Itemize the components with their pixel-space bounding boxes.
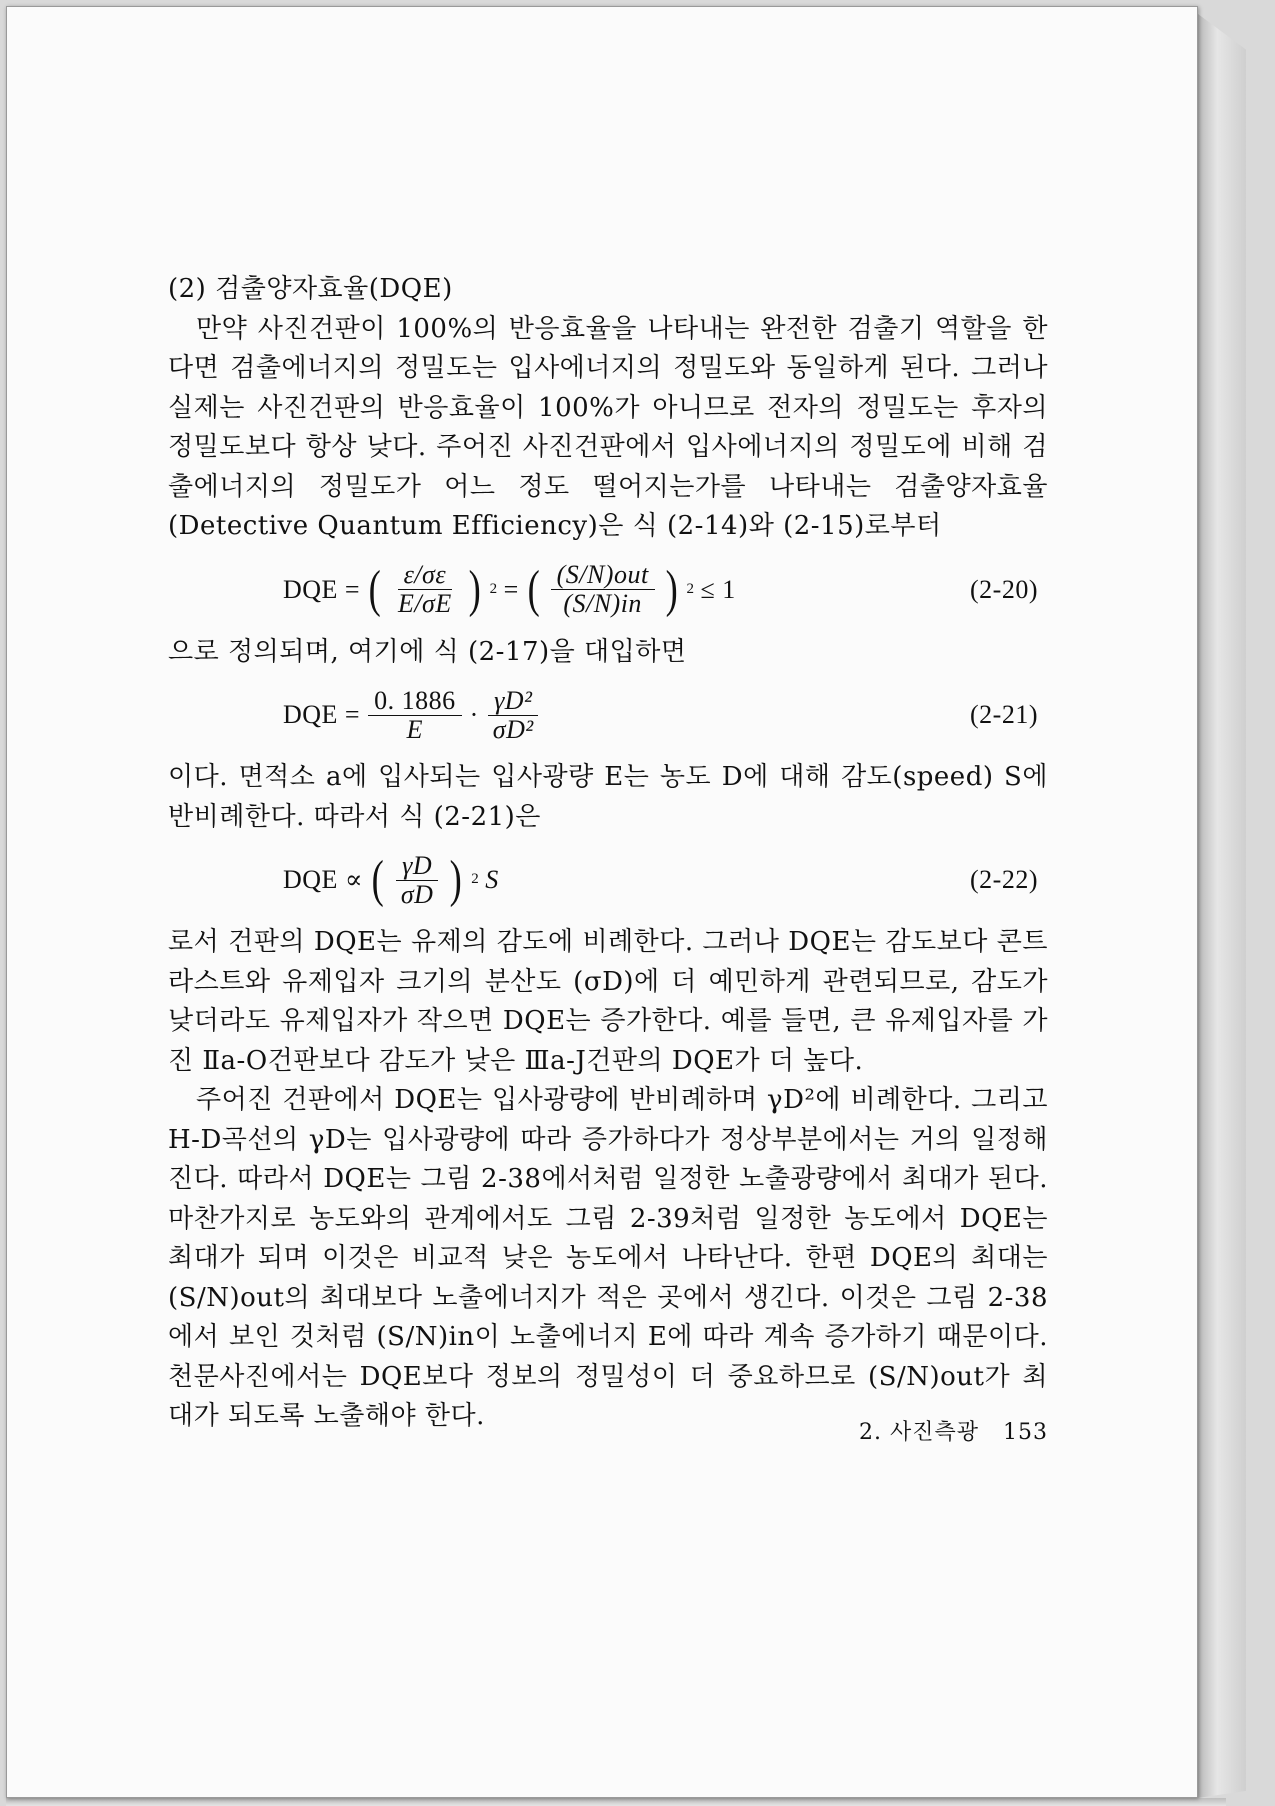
eq22-denominator: σD (400, 879, 434, 909)
paragraph-2: 으로 정의되며, 여기에 식 (2-17)을 대입하면 (168, 636, 687, 667)
page-stack-edge-bottom (6, 1798, 1226, 1806)
eq20-lhs: DQE = (283, 574, 361, 604)
eq22-lhs: DQE ∝ (283, 865, 364, 895)
page-footer (800, 1415, 1048, 1446)
eq21-dot: · (469, 700, 479, 730)
page-content (168, 270, 1048, 1437)
eq20-f2-numerator: (S/N)out (551, 561, 655, 590)
page-number: 153 (1003, 1420, 1048, 1445)
eq21-fraction-1 (368, 687, 462, 744)
eq22-numerator: γD (396, 852, 438, 881)
equation-2-21 (168, 672, 1048, 758)
page-stack-edge-right (1198, 14, 1246, 1798)
eq20-f1-numerator: ε/σε (398, 561, 453, 590)
eq20-f1-denominator: E/σE (397, 589, 452, 618)
eq20-fraction-2 (551, 561, 655, 618)
eq22-fraction (395, 852, 440, 909)
footer-chapter: 2. 사진측광 (859, 1420, 980, 1445)
paragraph-1: 만약 사진건판이 100%의 반응효율을 나타내는 완전한 검출기 역할을 한다면 검출에너지의 정밀도는 입사에너지의 정밀도와 동일하게 된다. 그러나 실제는 사진건판의 반응효율이 100%가 아니므로 전자의 정밀도는 후자의 정밀도보다 항상 낮다. 주어진 사진건판에서 입사에너지의 정밀도에 비해 검출에너지의 정밀도가 어느 정도 떨어지는가를 나타내는 검출양자효율(Detective Quantum Efficiency)은 식 (2-14)와 (2-15)로부터 (168, 313, 1048, 541)
eq21-f2-denominator: σD² (492, 714, 534, 744)
eq20-number: (2-20) (970, 574, 1038, 604)
paragraph-5: 주어진 건판에서 DQE는 입사광량에 반비례하며 γD²에 비례한다. 그리고 H-D곡선의 γD는 입사광량에 따라 증가하다가 정상부분에서는 거의 일정해진다. 따라서 DQE는 그림 2-38에서처럼 일정한 노출광량에서 최대가 된다. 마찬가지로 농도와의 관계에서도 그림 2-39처럼 일정한 농도에서 DQE는 최대가 되며 이것은 비교적 낮은 농도에서 나타난다. 한편 DQE의 최대는 (S/N)out의 최대보다 노출에너지가 적은 곳에서 생긴다. 이것은 그림 2-38에서 보인 것처럼 (S/N)in이 노출에너지 E에 따라 계속 증가하기 때문이다. 천문사진에서는 DQE보다 정보의 정밀성이 더 중요하므로 (S/N)out가 최대가 되도록 노출해야 한다. (168, 1085, 1048, 1431)
equation-2-20: DQE = ( $\frac{\varepsilon/\sigma\varepsilon}{E/\sigma E}$ ) 2 = ( $\frac{\text{(S/N)out}}{(S/N)in}$ ) 2 ≤ 1 (2-20) (168, 547, 1048, 633)
eq21-f2-numerator: γD² (488, 687, 538, 716)
eq22-tail: S (485, 865, 499, 895)
eq20-equals: = (503, 574, 519, 604)
eq21-number: (2-21) (970, 700, 1038, 730)
eq20-fraction-1 (392, 561, 458, 618)
eq20-f2-denominator: (S/N)in (563, 589, 642, 618)
paragraph-3: 이다. 면적소 a에 입사되는 입사광량 E는 농도 D에 대해 감도(speed) S에 반비례한다. 따라서 식 (2-21)은 (168, 762, 1048, 832)
section-heading: (2) 검출양자효율(DQE) (168, 274, 453, 304)
paragraph-4: 로서 건판의 DQE는 유제의 감도에 비례한다. 그러나 DQE는 감도보다 콘트라스트와 유제입자 크기의 분산도 (σD)에 더 예민하게 관련되므로, 감도가 낮더라도 유제입자가 작으면 DQE는 증가한다. 예를 들면, 큰 유제입자를 가진 Ⅱa-O건판보다 감도가 낮은 Ⅲa-J건판의 DQE가 더 높다. (168, 927, 1048, 1076)
eq21-f1-denominator: E (406, 714, 424, 744)
eq20-relation: ≤ 1 (700, 574, 736, 604)
eq21-lhs: DQE = (283, 700, 361, 730)
eq21-fraction-2 (487, 687, 540, 744)
eq21-f1-numerator: 0. 1886 (368, 687, 462, 716)
equation-2-22: DQE ∝ ( $\frac{\gamma D}{\sigma D}$ ) 2 S (2-22) (168, 837, 1048, 923)
eq22-number: (2-22) (970, 865, 1038, 895)
